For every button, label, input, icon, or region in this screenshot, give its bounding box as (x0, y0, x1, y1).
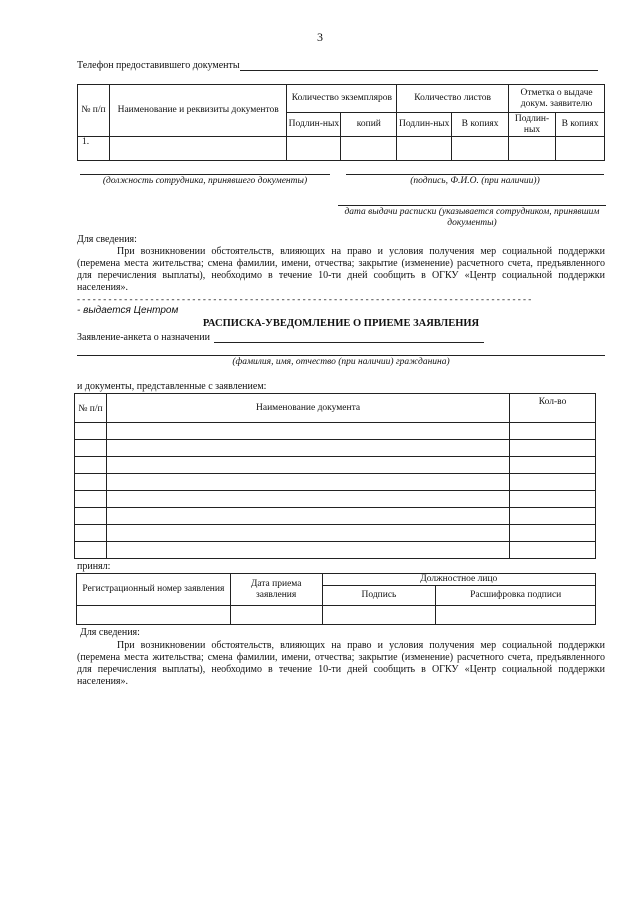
submitted-documents-table (74, 393, 596, 559)
table-row (78, 137, 605, 161)
col-copies-group: Количество экземпляров (287, 85, 397, 113)
table-cell[interactable] (106, 542, 509, 559)
table-cell[interactable] (75, 508, 107, 525)
table-cell[interactable] (510, 440, 596, 457)
sub-sheets-copies: В копиях (452, 113, 509, 137)
application-field[interactable] (214, 332, 484, 343)
cut-line: - - - - - - - - - - - - - - - - - - - - - - - - - - - - - - - - - - - - - - - - - - - - - - - - - - - - - - - - - - - - - - - - - - - - - - - - - - - - - - - - - - - - - - - (77, 294, 532, 304)
table-row (75, 491, 596, 508)
table-row (75, 440, 596, 457)
table-cell[interactable] (230, 606, 322, 625)
table-cell[interactable] (75, 457, 107, 474)
table-row (75, 525, 596, 542)
table-cell[interactable] (510, 457, 596, 474)
table-cell[interactable] (106, 474, 509, 491)
table-row (75, 457, 596, 474)
col-sign-header: Подпись (322, 586, 436, 606)
col-num-header: № п/п (75, 394, 107, 423)
table-cell[interactable] (510, 542, 596, 559)
employee-position-caption: (должность сотрудника, принявшего документы) (80, 174, 330, 187)
table-row (75, 508, 596, 525)
table-cell[interactable] (452, 137, 509, 161)
table-cell[interactable] (509, 137, 556, 161)
docs-label: и документы, представленные с заявлением: (77, 381, 267, 392)
acceptance-table (76, 573, 596, 625)
col-name-header: Наименование и реквизиты документов (109, 85, 287, 137)
issued-by-label: - выдается Центром (77, 305, 179, 316)
table-cell[interactable] (510, 508, 596, 525)
phone-field[interactable] (240, 60, 598, 71)
application-label: Заявление-анкета о назначении (77, 332, 210, 343)
info-text-2: При возникновении обстоятельств, влияющих на право и условия получения мер социальной поддержки (перемена места жительства; смена фамилии, имени, отчества; закрытие (изменение) расчетного счета, предъявленного для перечисления выплаты), необходимо в течение 10-ти дней сообщить в ОГКУ «Центр социальной поддержки населения». (77, 640, 605, 687)
info-label: Для сведения: (77, 234, 137, 245)
table-row (75, 542, 596, 559)
phone-row (77, 60, 598, 71)
table-row (75, 423, 596, 440)
application-row (77, 332, 484, 343)
sub-mark-copies: В копиях (556, 113, 605, 137)
page-number: 3 (317, 30, 323, 44)
table-cell[interactable] (556, 137, 605, 161)
table-cell[interactable] (106, 423, 509, 440)
sub-original: Подлин-ных (287, 113, 341, 137)
issue-date-caption: дата выдачи расписки (указывается сотрудником, принявшим документы) (338, 205, 606, 229)
col-sheets-group: Количество листов (397, 85, 509, 113)
col-qty-header: Кол-во (510, 394, 596, 423)
table-cell[interactable] (75, 525, 107, 542)
row-num: 1. (78, 137, 110, 161)
col-official-header: Должностное лицо (322, 574, 595, 586)
table-cell[interactable] (106, 525, 509, 542)
table-cell[interactable] (106, 440, 509, 457)
table-cell[interactable] (106, 508, 509, 525)
col-mark-group: Отметка о выдаче докум. заявителю (509, 85, 605, 113)
table-cell[interactable] (106, 491, 509, 508)
table-cell[interactable] (77, 606, 231, 625)
table-cell[interactable] (436, 606, 596, 625)
col-decode-header: Расшифровка подписи (436, 586, 596, 606)
col-reg-header: Регистрационный номер заявления (77, 574, 231, 606)
table-cell[interactable] (510, 491, 596, 508)
table-cell[interactable] (75, 542, 107, 559)
table-cell[interactable] (106, 457, 509, 474)
table-cell[interactable] (397, 137, 452, 161)
table-row (77, 606, 596, 625)
table-cell[interactable] (75, 474, 107, 491)
table-cell[interactable] (510, 423, 596, 440)
table-cell[interactable] (510, 525, 596, 542)
table-row (75, 474, 596, 491)
documents-table (77, 84, 605, 161)
col-date-header: Дата приема заявления (230, 574, 322, 606)
table-cell[interactable] (322, 606, 436, 625)
col-name-header: Наименование документа (106, 394, 509, 423)
fio-caption: (фамилия, имя, отчество (при наличии) гражданина) (77, 355, 605, 368)
table-cell[interactable] (109, 137, 287, 161)
table-cell[interactable] (287, 137, 341, 161)
sub-copies: копий (341, 113, 397, 137)
table-cell[interactable] (75, 440, 107, 457)
table-cell[interactable] (75, 491, 107, 508)
phone-label: Телефон предоставившего документы (77, 60, 240, 71)
col-num-header: № п/п (78, 85, 110, 137)
sub-mark-original: Подлин-ных (509, 113, 556, 137)
table-cell[interactable] (341, 137, 397, 161)
table-cell[interactable] (510, 474, 596, 491)
signature-caption: (подпись, Ф.И.О. (при наличии)) (346, 174, 604, 187)
sub-sheets-original: Подлин-ных (397, 113, 452, 137)
table-cell[interactable] (75, 423, 107, 440)
accepted-label: принял: (77, 561, 111, 572)
receipt-title: РАСПИСКА-УВЕДОМЛЕНИЕ О ПРИЕМЕ ЗАЯВЛЕНИЯ (202, 318, 480, 329)
info-label-2: Для сведения: (80, 627, 140, 638)
info-text: При возникновении обстоятельств, влияющих на право и условия получения мер социальной поддержки (перемена места жительства; смена фамилии, имени, отчества; закрытие (изменение) расчетного счета, предъявленного для перечисления выплаты), необходимо в течение 10-ти дней сообщить в ОГКУ «Центр социальной поддержки населения». (77, 246, 605, 293)
